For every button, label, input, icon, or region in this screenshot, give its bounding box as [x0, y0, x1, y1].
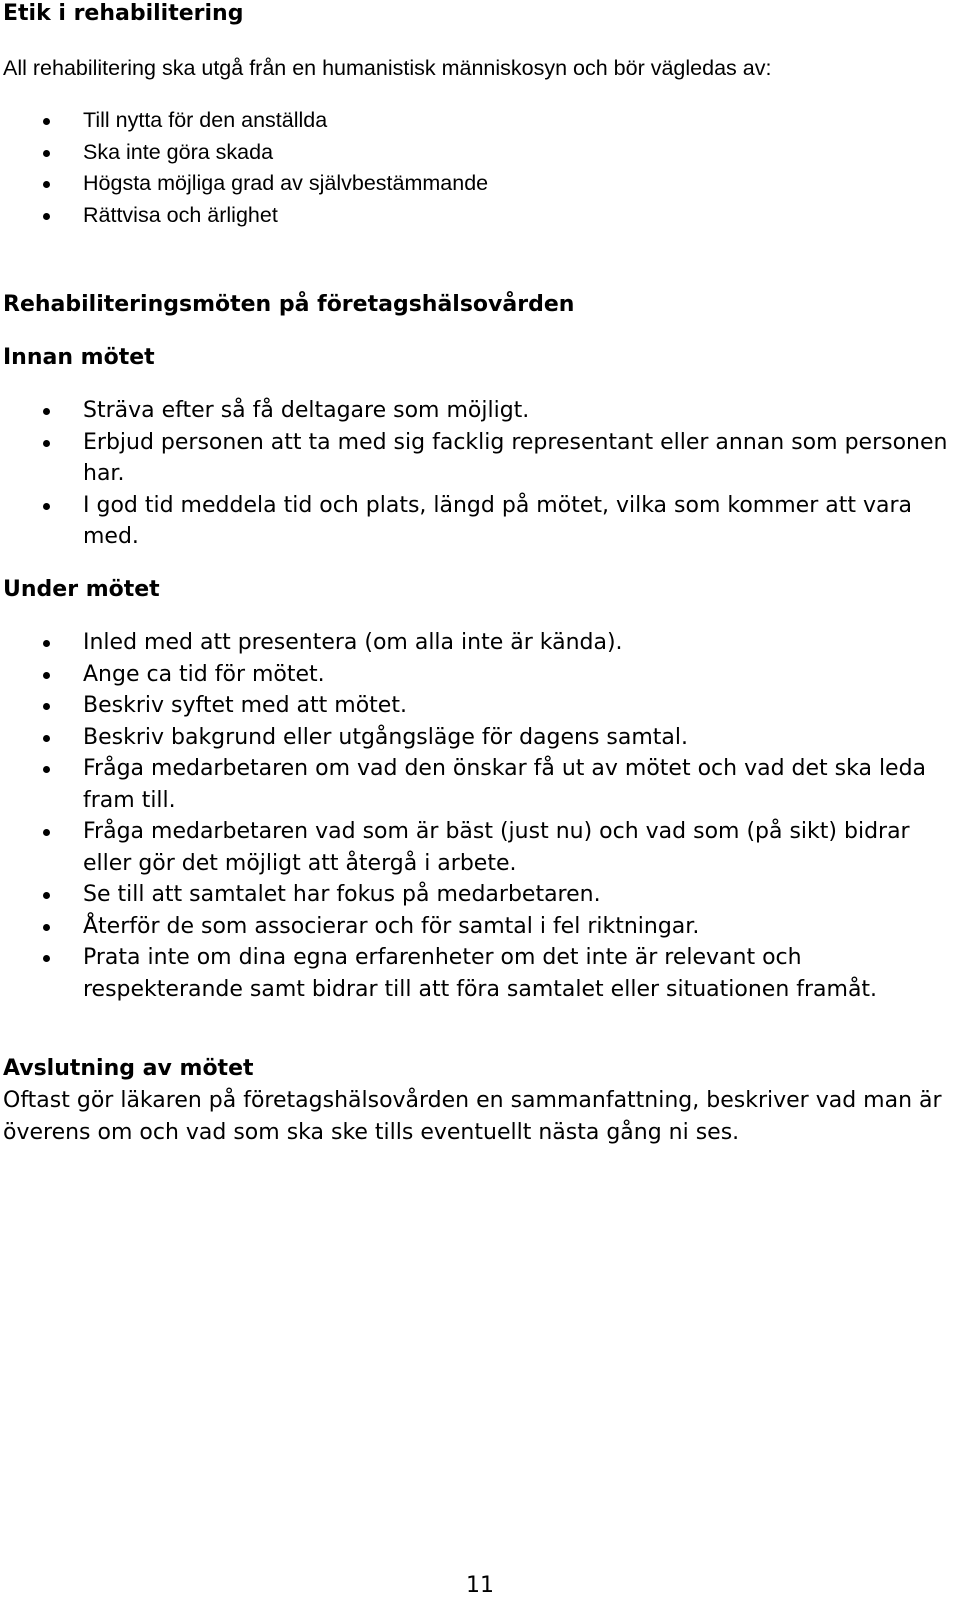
- list-item: [0, 137, 948, 169]
- bullet-icon: [43, 955, 50, 962]
- list-item: [0, 627, 948, 659]
- bullet-icon: [43, 408, 50, 415]
- bullet-icon: [43, 766, 50, 773]
- list-item-text: Återför de som associerar och för samtal i fel riktningar.: [83, 913, 700, 939]
- list-item-text: Prata inte om dina egna erfarenheter om det inte är relevant och respekterande samt bidrar till att föra samtalet eller situationen framåt.: [83, 945, 878, 1002]
- bullet-icon: [43, 150, 50, 157]
- list-item-text: Erbjud personen att ta med sig facklig representant eller annan som personen har.: [83, 429, 948, 486]
- bullet-icon: [43, 672, 50, 679]
- list-item-text: Inled med att presentera (om alla inte är kända).: [83, 630, 623, 655]
- bullet-icon: [43, 735, 50, 742]
- list-item: [0, 722, 948, 754]
- bullet-icon: [43, 924, 50, 931]
- intro-paragraph: All rehabilitering ska utgå från en humanistisk människosyn och bör vägledas av:: [3, 56, 772, 80]
- list-item: [0, 395, 948, 427]
- list-item: [0, 879, 948, 911]
- list-item-text: Fråga medarbetaren vad som är bäst (just nu) och vad som (på sikt) bidrar eller gör det möjligt att återgå i arbete.: [83, 819, 910, 876]
- list-item: [0, 200, 948, 232]
- page-number: 11: [466, 1573, 494, 1598]
- list-item: [0, 105, 948, 137]
- bullet-icon: [43, 829, 50, 836]
- list-item-text: Se till att samtalet har fokus på medarbetaren.: [83, 882, 601, 907]
- list-item-text: Rättvisa och ärlighet: [83, 202, 278, 227]
- list-item: [0, 659, 948, 691]
- page-title: Etik i rehabilitering: [3, 1, 244, 26]
- principles-list: [0, 105, 948, 231]
- list-item-text: Ska inte göra skada: [83, 139, 274, 164]
- before-list: [0, 395, 948, 553]
- list-item-text: Till nytta för den anställda: [83, 108, 328, 132]
- list-item-text: Beskriv bakgrund eller utgångsläge för dagens samtal.: [83, 724, 689, 750]
- bullet-icon: [43, 503, 50, 510]
- bullet-icon: [43, 892, 50, 899]
- list-item: [0, 942, 948, 1005]
- list-item: [0, 911, 948, 943]
- list-item: [0, 427, 948, 490]
- list-item: [0, 168, 948, 200]
- list-item-text: Beskriv syftet med att mötet.: [83, 693, 407, 718]
- list-item-text: Fråga medarbetaren om vad den önskar få ut av mötet och vad det ska leda fram till.: [83, 756, 927, 813]
- bullet-icon: [43, 703, 50, 710]
- list-item: [0, 816, 948, 879]
- section-heading: Rehabiliteringsmöten på företagshälsovården: [3, 292, 575, 317]
- closing-heading: Avslutning av mötet: [3, 1056, 254, 1081]
- list-item-text: I god tid meddela tid och plats, längd på mötet, vilka som kommer att vara med.: [83, 492, 912, 549]
- list-item-text: Högsta möjliga grad av självbestämmande: [83, 171, 489, 195]
- list-item: [0, 753, 948, 816]
- list-item-text: Sträva efter så få deltagare som möjligt.: [83, 398, 530, 423]
- bullet-icon: [43, 181, 50, 188]
- bullet-icon: [43, 118, 50, 125]
- list-item: [0, 490, 948, 553]
- during-list: [0, 627, 948, 1005]
- list-item-text: Ange ca tid för mötet.: [83, 661, 325, 687]
- bullet-icon: [43, 640, 50, 647]
- bullet-icon: [43, 440, 50, 447]
- list-item: [0, 690, 948, 722]
- before-heading: Innan mötet: [3, 345, 155, 370]
- closing-paragraph: Oftast gör läkaren på företagshälsovården en sammanfattning, beskriver vad man är överens om och vad som ska ske tills eventuellt nästa gång ni ses.: [3, 1088, 942, 1145]
- during-heading: Under mötet: [3, 577, 160, 602]
- bullet-icon: [43, 213, 50, 220]
